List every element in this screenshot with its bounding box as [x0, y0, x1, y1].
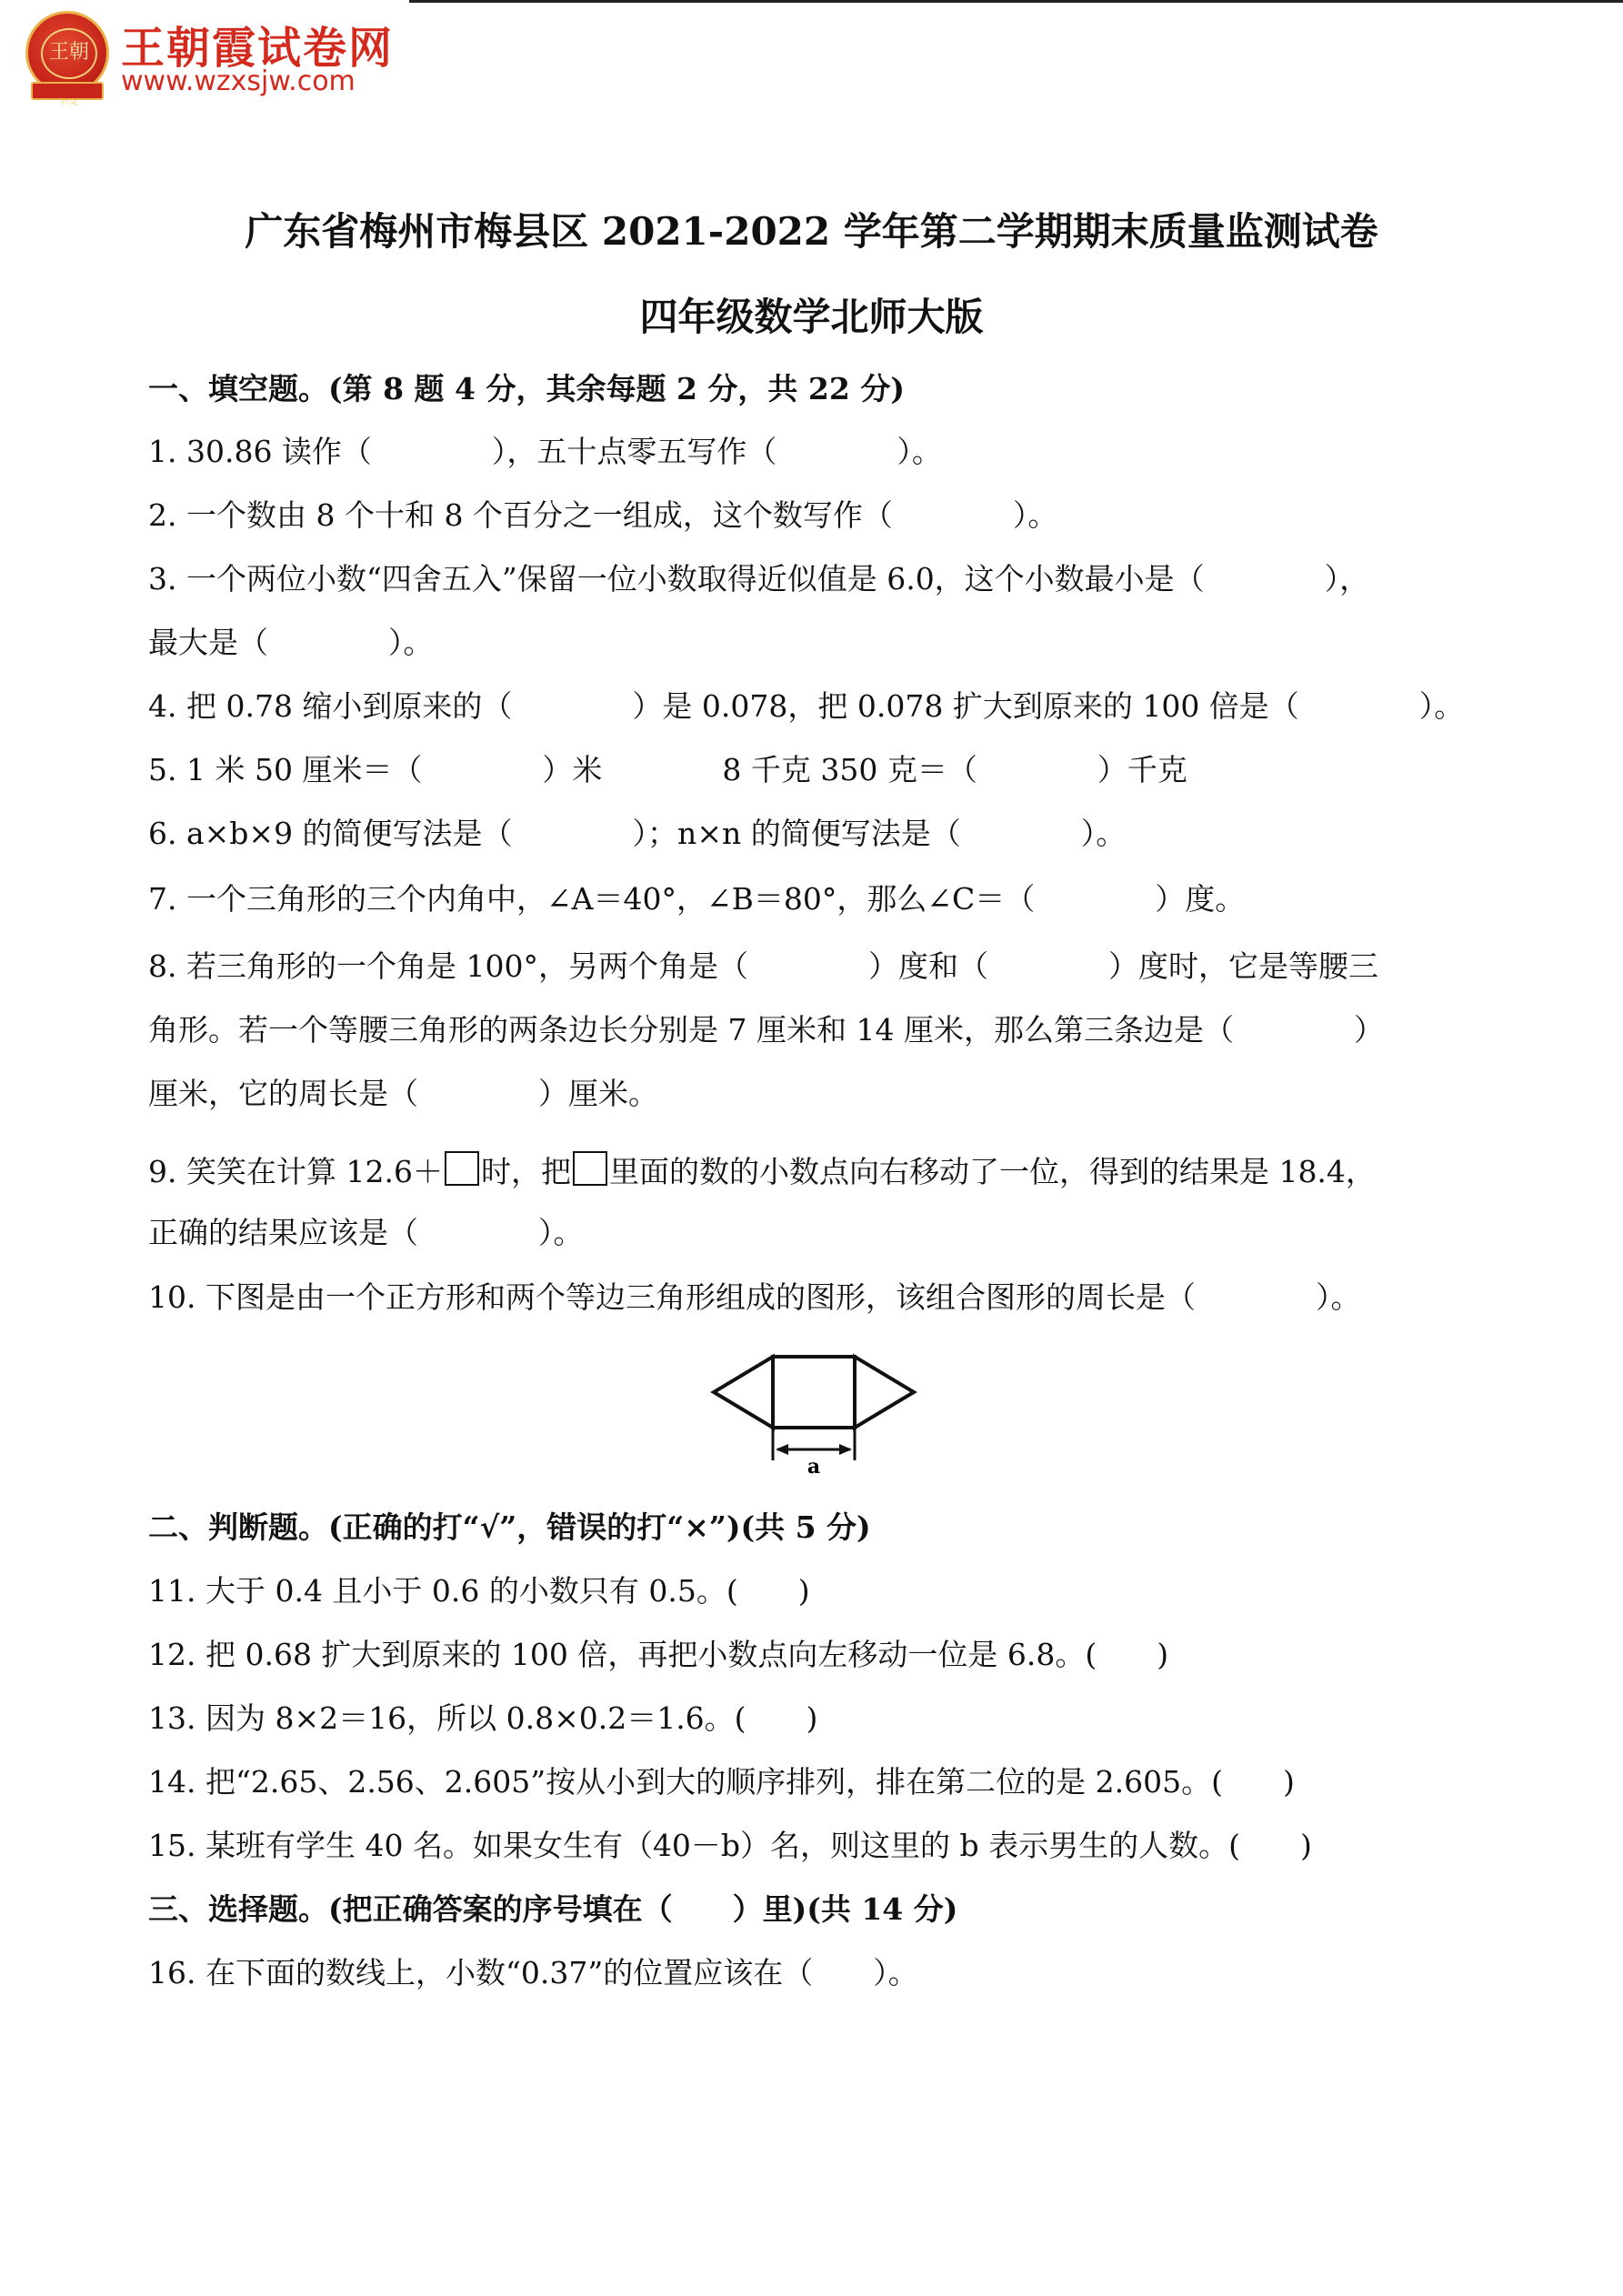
question-2: 2. 一个数由 8 个十和 8 个百分之一组成，这个数写作（ ）。	[148, 497, 1058, 533]
question-14: 14. 把“2.65、2.56、2.605”按从小到大的顺序排列，排在第二位的是 2.605。( )	[148, 1764, 1295, 1800]
blank-box-icon	[445, 1151, 479, 1186]
question-7: 7. 一个三角形的三个内角中，∠A＝40°，∠B＝80°，那么∠C＝（ ）度。	[148, 881, 1246, 917]
question-8-line-3: 厘米，它的周长是（ ）厘米。	[148, 1076, 658, 1111]
section-1-heading: 一、填空题。(第 8 题 4 分，其余每题 2 分，共 22 分)	[148, 371, 905, 406]
site-url: www.wzxsjw.com	[121, 65, 356, 97]
arrow-left-icon	[776, 1444, 788, 1455]
site-name: 王朝霞试卷网	[121, 23, 395, 74]
question-9-text-b: 时，把	[480, 1154, 571, 1189]
question-12: 12. 把 0.68 扩大到原来的 100 倍，再把小数点向左移动一位是 6.8。( )	[148, 1637, 1169, 1672]
seal-ribbon	[31, 82, 104, 100]
left-triangle	[714, 1357, 773, 1428]
section-2-heading: 二、判断题。(正确的打“√”，错误的打“×”)(共 5 分)	[148, 1509, 871, 1545]
question-4: 4. 把 0.78 缩小到原来的（ ）是 0.078，把 0.078 扩大到原来的 100 倍是（ ）。	[148, 688, 1465, 724]
exam-subtitle: 四年级数学北师大版	[639, 295, 984, 339]
question-8-line-2: 角形。若一个等腰三角形的两条边长分别是 7 厘米和 14 厘米，那么第三条边是（ ）	[148, 1012, 1384, 1048]
section-3-heading: 三、选择题。(把正确答案的序号填在（ ）里)(共 14 分)	[148, 1891, 958, 1927]
question-9-line-2: 正确的结果应该是（ ）。	[148, 1215, 584, 1250]
question-9-line-1	[148, 1151, 1376, 1190]
blank-box-icon	[573, 1151, 607, 1186]
question-3-line-2: 最大是（ ）。	[148, 625, 434, 660]
question-13: 13. 因为 8×2＝16，所以 0.8×0.2＝1.6。( )	[148, 1700, 818, 1736]
right-triangle	[855, 1357, 914, 1428]
question-9-text-a: 9. 笑笑在计算 12.6＋	[148, 1154, 443, 1189]
question-6: 6. a×b×9 的简便写法是（ ）；n×n 的简便写法是（ ）。	[148, 816, 1127, 851]
question-3-line-1: 3. 一个两位小数“四舍五入”保留一位小数取得近似值是 6.0，这个小数最小是（ ），	[148, 561, 1370, 597]
question-11: 11. 大于 0.4 且小于 0.6 的小数只有 0.5。( )	[148, 1573, 810, 1609]
question-16: 16. 在下面的数线上，小数“0.37”的位置应该在（ ）。	[148, 1955, 918, 1990]
dimension-label: a	[806, 1455, 821, 1479]
site-logo	[25, 11, 407, 102]
seal-text: 王朝	[41, 28, 97, 79]
question-5: 5. 1 米 50 厘米＝（ ）米 8 千克 350 克＝（ ）千克	[148, 752, 1187, 787]
question-9-text-c: 里面的数的小数点向右移动了一位，得到的结果是 18.4，	[608, 1154, 1376, 1189]
exam-title: 广东省梅州市梅县区 2021-2022 学年第二学期期末质量监测试卷	[245, 209, 1378, 254]
square	[773, 1357, 855, 1428]
question-8-line-1: 8. 若三角形的一个角是 100°，另两个角是（ ）度和（ ）度时，它是等腰三	[148, 948, 1378, 984]
top-rule	[409, 0, 1623, 3]
square-triangles-figure	[705, 1353, 923, 1479]
question-10: 10. 下图是由一个正方形和两个等边三角形组成的图形，该组合图形的周长是（ ）。	[148, 1279, 1361, 1315]
question-15: 15. 某班有学生 40 名。如果女生有（40－b）名，则这里的 b 表示男生的人数。( )	[148, 1828, 1312, 1863]
question-1: 1. 30.86 读作（ ），五十点零五写作（ ）。	[148, 434, 942, 469]
arrow-right-icon	[839, 1444, 852, 1455]
